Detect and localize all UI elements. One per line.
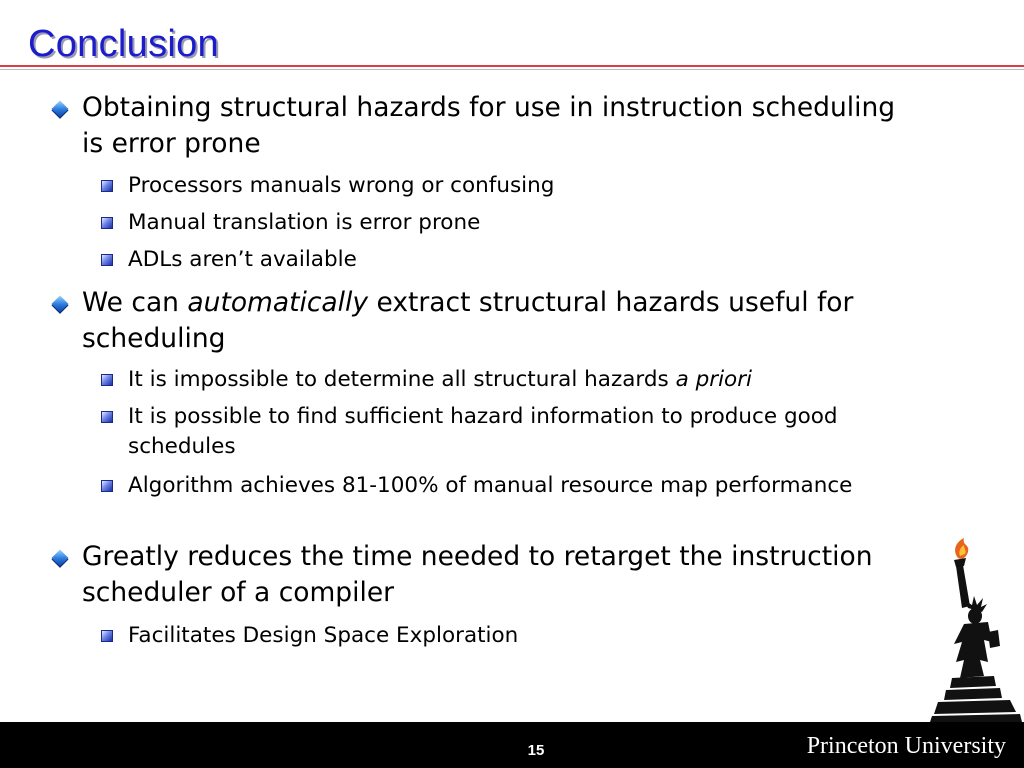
statue-of-liberty-icon <box>930 536 1022 722</box>
sub-bullet-2-1 <box>128 365 908 395</box>
square-bullet-icon <box>101 630 113 642</box>
page-number: 15 <box>527 742 545 759</box>
diamond-bullet-icon <box>52 550 69 567</box>
square-bullet-icon <box>101 374 113 386</box>
bullet-2-text-end: extract structural hazards useful for scheduling <box>82 287 854 354</box>
diamond-bullet-icon <box>52 101 69 118</box>
slide-title: Conclusion <box>28 23 219 65</box>
square-bullet-icon <box>101 180 113 192</box>
sub-bullet-2-1-emphasis: a priori <box>675 367 753 392</box>
sub-bullet-1-3: ADLs aren’t available <box>128 247 357 272</box>
sub-bullet-1-1: Processors manuals wrong or confusing <box>128 173 555 198</box>
sub-bullet-1-2: Manual translation is error prone <box>128 210 481 235</box>
square-bullet-icon <box>101 411 113 423</box>
footer-bar <box>0 722 1024 768</box>
bullet-1: Obtaining structural hazards for use in instruction scheduling is error prone <box>82 92 896 159</box>
university-name: Princeton University <box>806 733 1006 759</box>
title-divider <box>0 65 1024 67</box>
sub-bullet-3-1: Facilitates Design Space Exploration <box>128 623 519 648</box>
bullet-2 <box>82 285 922 357</box>
bullet-2-emphasis: automatically <box>187 287 369 318</box>
sub-bullet-2-2: It is possible to find sufficient hazard information to produce good schedules <box>128 404 838 459</box>
sub-bullet-2-1-text: It is impossible to determine all structural hazards <box>128 367 676 392</box>
square-bullet-icon <box>101 254 113 266</box>
diamond-bullet-icon <box>52 296 69 313</box>
bullet-2-text-start: We can <box>82 287 188 318</box>
bullet-3: Greatly reduces the time needed to retarget the instruction scheduler of a compiler <box>82 541 873 608</box>
square-bullet-icon <box>101 217 113 229</box>
title-divider-shadow <box>0 69 1024 70</box>
sub-bullet-2-3: Algorithm achieves 81-100% of manual resource map performance <box>128 473 853 498</box>
square-bullet-icon <box>101 480 113 492</box>
